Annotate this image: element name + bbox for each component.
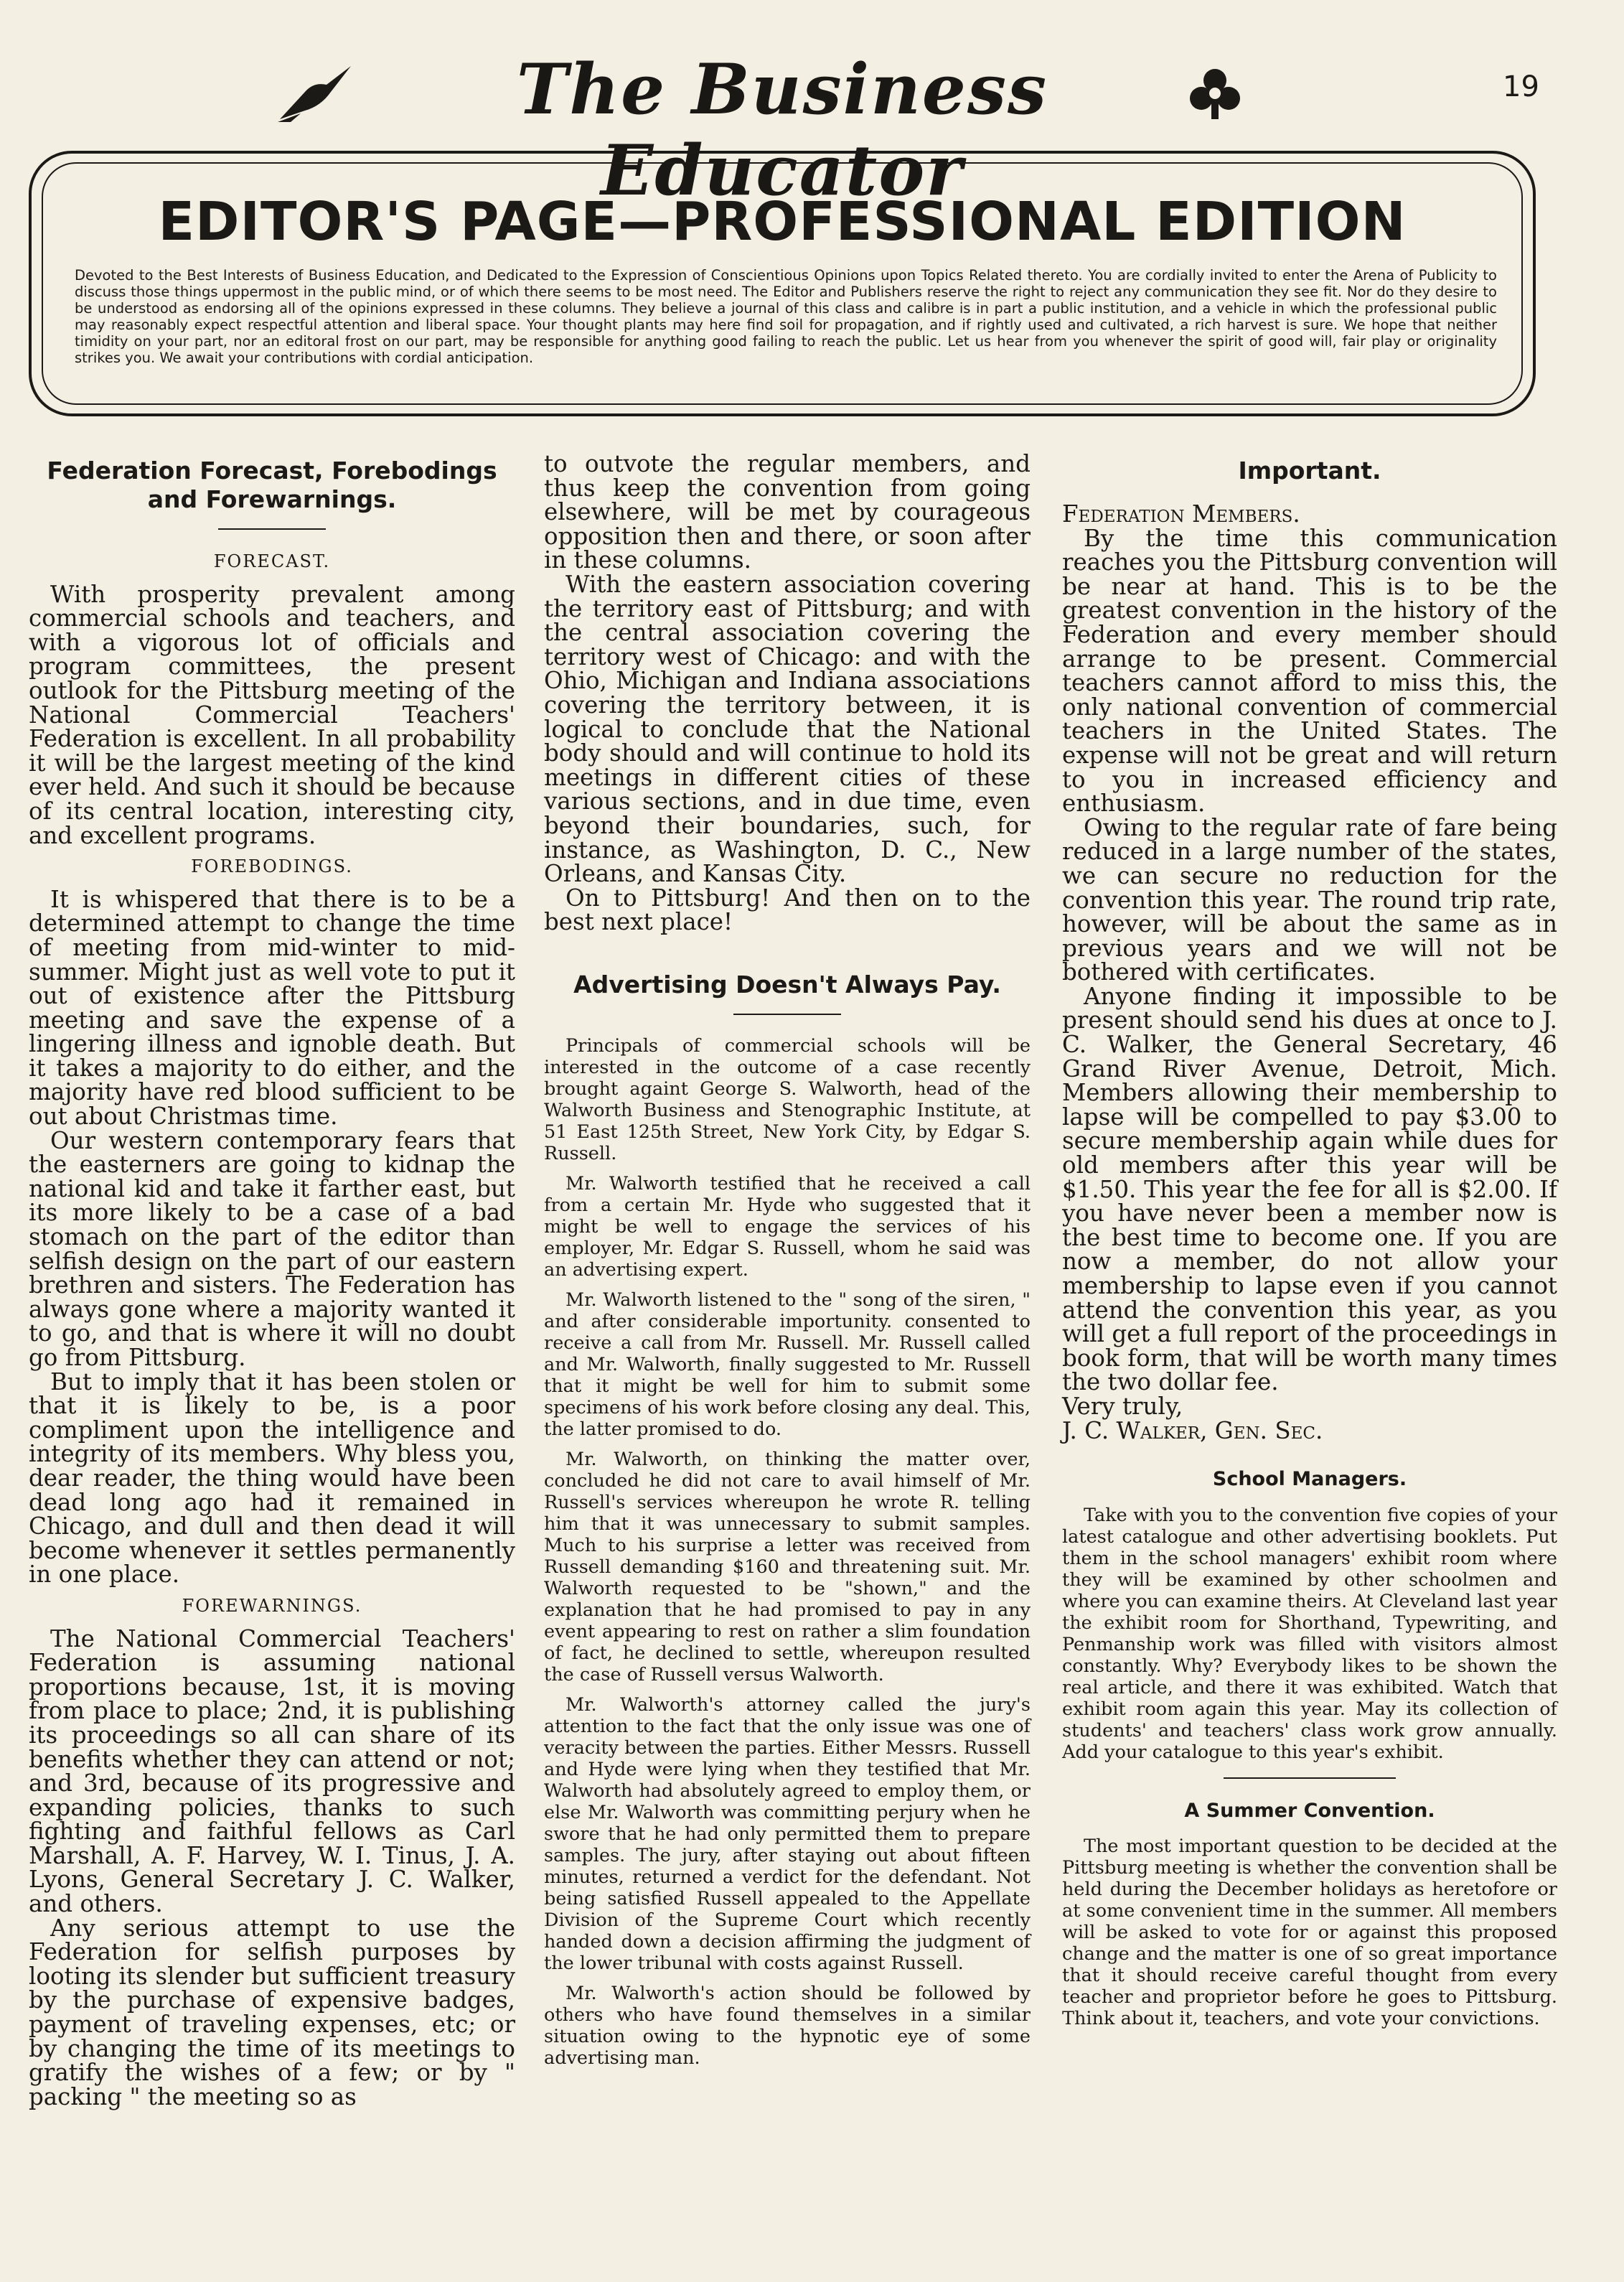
important-paragraph-2: Owing to the regular rate of fare being reduced in a large number of the states, we can secure no reduction for the convention this year. The round trip rate, however, will be about the same as in previous years and we will not be bothered with certificates.	[1062, 813, 1557, 986]
closing: Very truly,	[1062, 1392, 1183, 1420]
column-1	[29, 452, 515, 2109]
important-paragraph-3: Anyone finding it impossible to be present should send his dues at once to J. C. Walker, the General Secretary, 46 Grand River Avenue, Detroit, Mich. Members allowing their membership to lapse will be compelled to pay $3.00 to secure membership again while dues for old members after this year will be $1.50. This year the fee for all is $2.00. If you have never been a member now is the best time to become one. If you are now a member, do not allow your membership to lapse even if you cannot attend the convention this year, as you will get a full report of the proceedings in book form, that will be worth many times the two dollar fee.	[1062, 982, 1557, 1396]
forecast-paragraph: With prosperity prevalent among commercial schools and teachers, and with a vigorous lot of officials and program committees, the present outlook for the Pittsburg meeting of the National Commercial Teachers' Federation is excellent. In all probability it will be the largest meeting of the kind ever held. And such it should be because of its central location, interesting city, and excellent programs.	[29, 580, 515, 849]
advertising-paragraph-2: Mr. Walworth testified that he received a call from a certain Mr. Hyde who suggested that it might be well to engage the services of his employer, Mr. Edgar S. Russell, whom he said was an advertising expert.	[544, 1172, 1031, 1281]
emblem-icon	[1183, 59, 1247, 123]
forebodings-paragraph-1: It is whispered that there is to be a determined attempt to change the time of meeting from mid-winter to mid-summer. Might just as well vote to put it out of existence after the Pittsburg meeting and save the expense of a lingering illness and ignoble death. But it takes a majority to do either, and the majority have red blood sufficient to be out about Christmas time.	[29, 885, 515, 1131]
advertising-paragraph-4: Mr. Walworth, on thinking the matter over, concluded he did not care to avail himself of Mr. Russell's services whereupon he wrote R. telling him that it was unnecessary to submit samples. Much to his surprise a letter was received from Russell demanding $160 and threatening suit. Mr. Walworth requested to be "shown," and the explanation that he had promised to pay in any event appearing to rest on rather a slim foundation of fact, he declined to settle, whereupon resulted the case of Russell versus Walworth.	[544, 1448, 1031, 1685]
editor-page-title: EDITOR'S PAGE—PROFESSIONAL EDITION	[158, 191, 1407, 253]
forecast-subhead: FORECAST.	[213, 551, 331, 571]
federation-continued-paragraph: to outvote the regular members, and thus keep the convention from going elsewhere, will be met by courageous opposition then and there, or soon after in these columns.	[544, 450, 1031, 574]
divider	[733, 1014, 841, 1015]
masthead	[0, 43, 1624, 211]
federation-paragraph-territory: With the eastern association covering the territory east of Pittsburg; and with the central association covering the territory west of Chicago: and with the Ohio, Michigan and Indiana associations covering the territory between, it is logical to conclude that the National body should and will continue to hold its meetings in different cities of these various sections, and in due time, even beyond their boundaries, such, for instance, as Washington, D. C., New Orleans, and Kansas City.	[544, 570, 1031, 888]
federation-headline: Federation Forecast, Forebodings and Forewarnings.	[47, 457, 497, 513]
page-number: 19	[1503, 70, 1539, 103]
school-managers-paragraph: Take with you to the convention five copies of your latest catalogue and other advertising booklets. Put them in the school managers' exhibit room where they will be examined by other schoolmen and where you can examine theirs. At Cleveland last year the exhibit room for Shorthand, Typewriting, and Penmanship work was filled with visitors almost constantly. Why? Everybody likes to be shown the real article, and there it was exhibited. Watch that exhibit room again this year. May its collection of students' and teachers' class work grow annually. Add your catalogue to this year's exhibit.	[1062, 1504, 1557, 1763]
forewarnings-paragraph-1: The National Commercial Teachers' Federation is assuming national proportions because, 1st, it is moving from place to place; 2nd, it is publishing its proceedings so all can share of its benefits whether they can attend or not; and 3rd, because of its progressive and expanding policies, thanks to such fighting and faithful fellows as Carl Marshall, A. F. Harvey, W. I. Tinus, J. A. Lyons, General Secretary J. C. Walker, and others.	[29, 1624, 515, 1918]
advertising-paragraph-3: Mr. Walworth listened to the " song of the siren, " and after considerable importunity. consented to receive a call from Mr. Russell. Mr. Russell called and Mr. Walworth, finally suggested to Mr. Russell that it might be well for him to submit some specimens of his work before closing any deal. This, the latter promised to do.	[544, 1289, 1031, 1440]
forewarnings-subhead: FOREWARNINGS.	[182, 1595, 362, 1616]
divider	[1224, 1777, 1396, 1779]
column-3	[1062, 452, 1557, 2029]
signature: J. C. Walker, Gen. Sec.	[1062, 1416, 1323, 1444]
editor-box-text: Devoted to the Best Interests of Business Education, and Dedicated to the Expression of Conscientious Opinions upon Topics Related thereto. You are cordially invited to enter the Arena of Publicity to discuss those things uppermost in the public mind, or of which there seems to be most need. The Editor and Publishers reserve the right to reject any communication they see fit. Nor do they desire to be understood as endorsing all of the opinions expressed in these columns. They believe a journal of this class and calibre is in part a public institution, and a vehicle in which the professional public may reasonably expect respectful attention and liberal space. Your thought plants may here find soil for propagation, and if rightly used and cultivated, a rich harvest is sure. We hope that neither timidity on your part, nor an editoral frost on our part, may be responsible for anything good failing to reach the public. Let us hear from you whenever the spirit of good will, fair play or originality strikes you. We await your contributions with cordial anticipation.	[75, 267, 1497, 366]
divider	[218, 528, 326, 530]
advertising-paragraph-6: Mr. Walworth's action should be followed by others who have found themselves in a similar situation owing to the hypnotic eye of some advertising man.	[544, 1982, 1031, 2069]
important-salutation: Federation Members.	[1062, 500, 1300, 528]
forebodings-subhead: FOREBODINGS.	[191, 856, 353, 877]
editor-box	[29, 151, 1536, 416]
forebodings-paragraph-2: Our western contemporary fears that the easterners are going to kidnap the national kid and take it farther east, but its more likely to be a case of a bad stomach on the part of the editor than selfish design on the part of our eastern brethren and sisters. The Federation has always gone where a majority wanted it to go, and that is where it will no doubt go from Pittsburg.	[29, 1126, 515, 1371]
summer-convention-headline: A Summer Convention.	[1184, 1799, 1435, 1822]
important-paragraph-1: By the time this communication reaches you the Pittsburg convention will be near at hand. This is to be the greatest convention in the history of the Federation and every member should arrange to be present. Commercial teachers cannot afford to miss this, the only national convention of commercial teachers in the United States. The expense will not be great and will return to you in increased efficiency and enthusiasm.	[1062, 524, 1557, 818]
advertising-paragraph-5: Mr. Walworth's attorney called the jury's attention to the fact that the only issue was one of veracity between the parties. Either Messrs. Russell and Hyde were lying when they testified that Mr. Walworth had absolutely agreed to employ them, or else Mr. Walworth was committing perjury when he swore that he had only permitted them to prepare samples. The jury, after staying out about fifteen minutes, returned a verdict for the defendant. Not being satisfied Russell appealed to the Appellate Division of the Supreme Court which recently handed down a decision affirming the judgment of the lower tribunal with costs against Russell.	[544, 1693, 1031, 1974]
column-2	[544, 452, 1031, 2069]
important-headline: Important.	[1238, 457, 1381, 485]
advertising-paragraph-1: Principals of commercial schools will be interested in the outcome of a case recently brought againt George S. Walworth, head of the Walworth Business and Stenographic Institute, at 51 East 125th Street, New York City, by Edgar S. Russell.	[544, 1034, 1031, 1164]
advertising-headline: Advertising Doesn't Always Pay.	[573, 970, 1001, 999]
forewarnings-paragraph-2: Any serious attempt to use the Federation for selfish purposes by looting its slender but sufficient treasury by the purchase of expensive badges, payment of traveling expenses, etc; or by changing the time of its meetings to gratify the wishes of a few; or by " packing " the meeting so as	[29, 1914, 515, 2110]
summer-convention-paragraph: The most important question to be decided at the Pittsburg meeting is whether the convention shall be held during the December holidays as heretofore or at some convenient time in the summer. All members will be asked to vote for or against this proposed change and the matter is one of so great importance that it should receive careful thought from every teacher and proprietor before he goes to Pittsburg. Think about it, teachers, and vote your convictions.	[1062, 1836, 1557, 2030]
school-managers-headline: School Managers.	[1212, 1468, 1407, 1491]
forebodings-paragraph-3: But to imply that it has been stolen or that it is likely to be, is a poor compliment upon the intelligence and integrity of its members. Why bless you, dear reader, the thing would have been dead long ago had it remained in Chicago, and dull and then dead it will become whenever it settles permanently in one place.	[29, 1367, 515, 1589]
publication-title: The Business Educator	[516, 49, 1048, 211]
federation-paragraph-pittsburg: On to Pittsburg! And then on to the best next place!	[544, 884, 1031, 936]
pen-hand-icon	[276, 63, 355, 123]
